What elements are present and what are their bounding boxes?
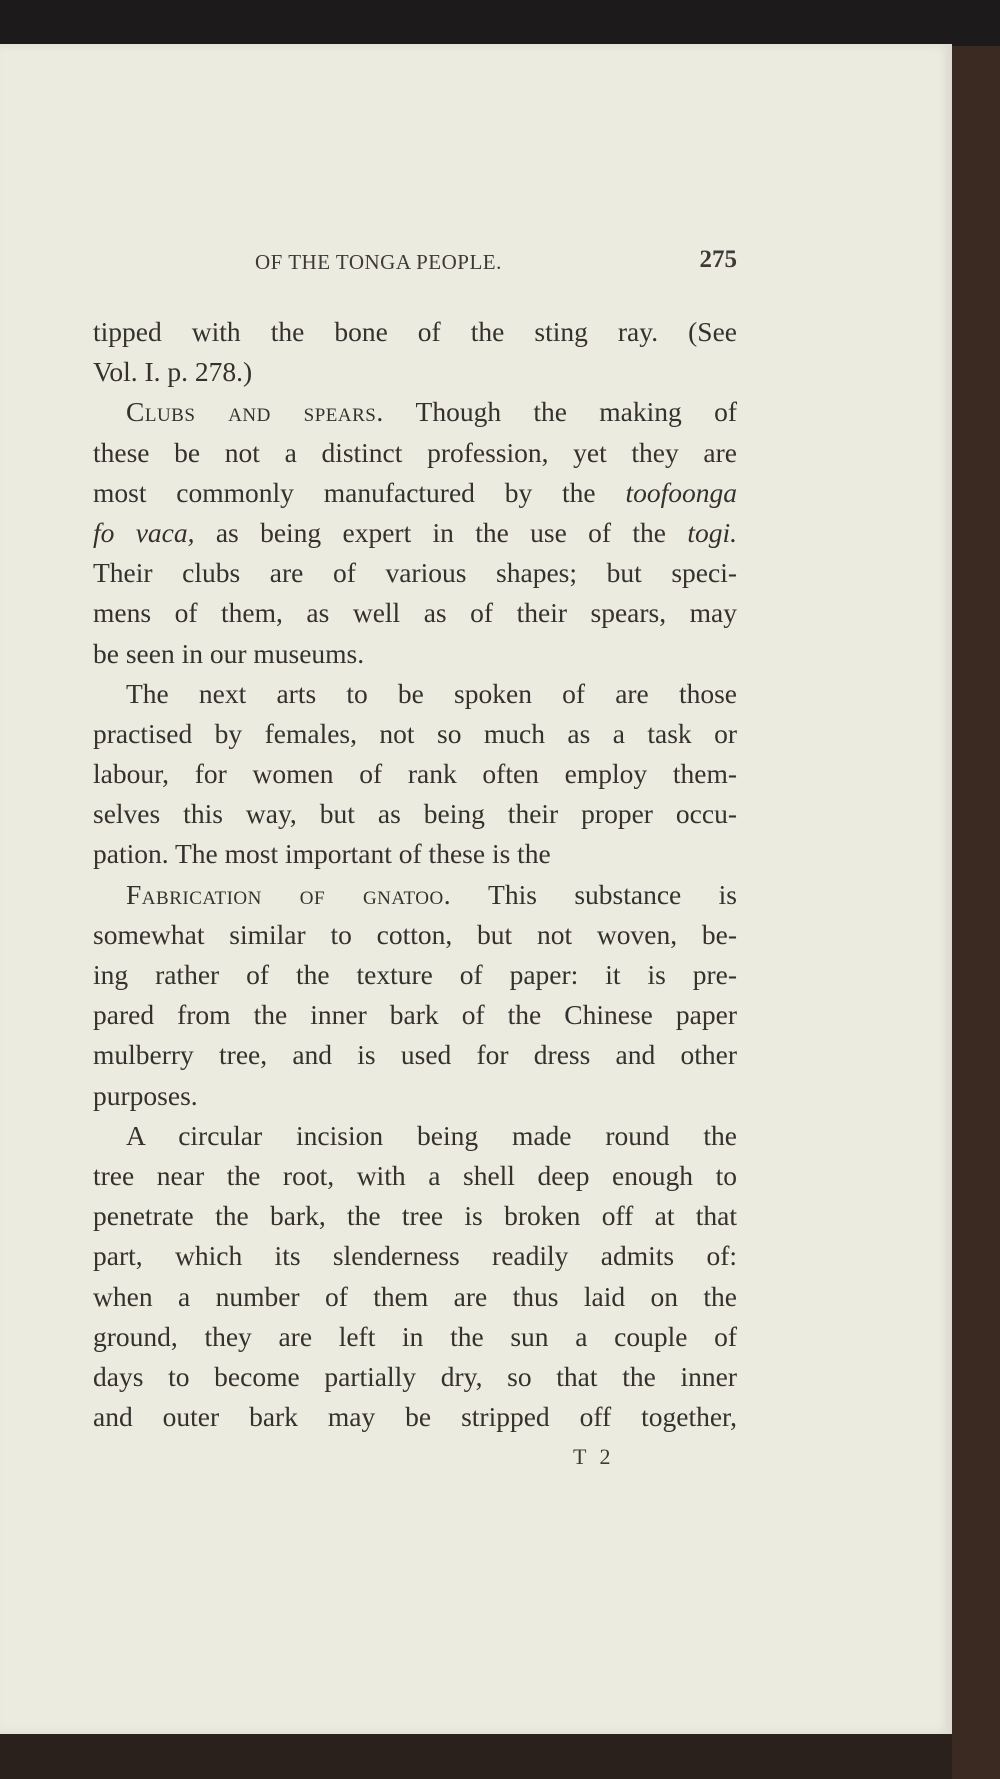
line-text: part, which its slenderness readily admits of:: [93, 1240, 737, 1272]
line-text: purposes.: [93, 1079, 198, 1111]
text-line: [93, 593, 737, 633]
text-line: [93, 312, 737, 352]
scan-background-right: [952, 46, 1000, 1779]
line-text: practised by females, not so much as a task or: [93, 717, 737, 749]
line-text: most commonly manufactured by the: [93, 476, 626, 508]
text-line: [93, 1397, 737, 1437]
italic-term: togi.: [687, 516, 737, 548]
line-text: as being expert in the use of the: [194, 516, 688, 548]
line-text: pation. The most important of these is the: [93, 838, 551, 870]
text-line: [93, 553, 737, 593]
text-line: [93, 674, 737, 714]
running-title: OF THE TONGA PEOPLE.: [255, 250, 502, 274]
text-line: [93, 794, 737, 834]
text-line: [93, 995, 737, 1035]
body-text: [93, 312, 737, 1437]
text-line: [93, 1277, 737, 1317]
line-text: penetrate the bark, the tree is broken off at that: [93, 1200, 737, 1232]
italic-term: fo vaca,: [93, 516, 195, 548]
page-number: 275: [699, 246, 737, 273]
text-line: [93, 1076, 737, 1116]
line-text: Though the making of: [383, 396, 737, 428]
line-text: mulberry tree, and is used for dress and other: [93, 1039, 737, 1071]
line-text: Their clubs are of various shapes; but speci-: [93, 557, 737, 589]
scan-background-top: [0, 0, 1000, 46]
line-text: tree near the root, with a shell deep enough to: [93, 1159, 737, 1191]
text-line: [93, 513, 737, 553]
text-line: [93, 1236, 737, 1276]
text-line: [93, 1116, 737, 1156]
book-page: [0, 44, 952, 1734]
line-text: and outer bark may be stripped off together,: [93, 1401, 737, 1433]
text-line: [93, 1035, 737, 1075]
line-text: ground, they are left in the sun a couple of: [93, 1320, 737, 1352]
line-text: be seen in our museums.: [93, 637, 365, 669]
running-header: [93, 246, 737, 280]
text-line: [93, 714, 737, 754]
text-line: [93, 754, 737, 794]
text-line: [93, 875, 737, 915]
line-text: selves this way, but as being their proper occu-: [93, 798, 737, 830]
line-text: these be not a distinct profession, yet they are: [93, 436, 737, 468]
text-line: [93, 915, 737, 955]
text-line: [93, 634, 737, 674]
text-line: [93, 1357, 737, 1397]
line-text: Vol. I. p. 278.): [93, 356, 253, 388]
section-heading: Fabrication of gnatoo.: [126, 878, 452, 910]
text-line: [93, 1196, 737, 1236]
line-text: This substance is: [451, 878, 737, 910]
italic-term: toofoonga: [625, 476, 737, 508]
text-line: [93, 834, 737, 874]
text-line: [93, 433, 737, 473]
text-line: [93, 473, 737, 513]
section-heading: Clubs and spears.: [126, 396, 384, 428]
line-text: days to become partially dry, so that the inner: [93, 1360, 737, 1392]
text-line: [93, 1317, 737, 1357]
text-line: [93, 1156, 737, 1196]
line-text: mens of them, as well as of their spears, may: [93, 597, 737, 629]
text-line: [93, 352, 737, 392]
line-text: somewhat similar to cotton, but not woven, be-: [93, 918, 737, 950]
text-line: [93, 392, 737, 432]
text-line: [93, 955, 737, 995]
line-text: labour, for women of rank often employ them-: [93, 758, 737, 790]
line-text: tipped with the bone of the sting ray. (See: [93, 316, 737, 347]
line-text: when a number of them are thus laid on the: [93, 1280, 737, 1312]
line-text: A circular incision being made round the: [126, 1119, 737, 1151]
signature-mark: T 2: [573, 1444, 615, 1469]
line-text: The next arts to be spoken of are those: [126, 677, 737, 709]
line-text: pared from the inner bark of the Chinese paper: [93, 999, 737, 1031]
line-text: ing rather of the texture of paper: it is pre-: [93, 959, 737, 990]
